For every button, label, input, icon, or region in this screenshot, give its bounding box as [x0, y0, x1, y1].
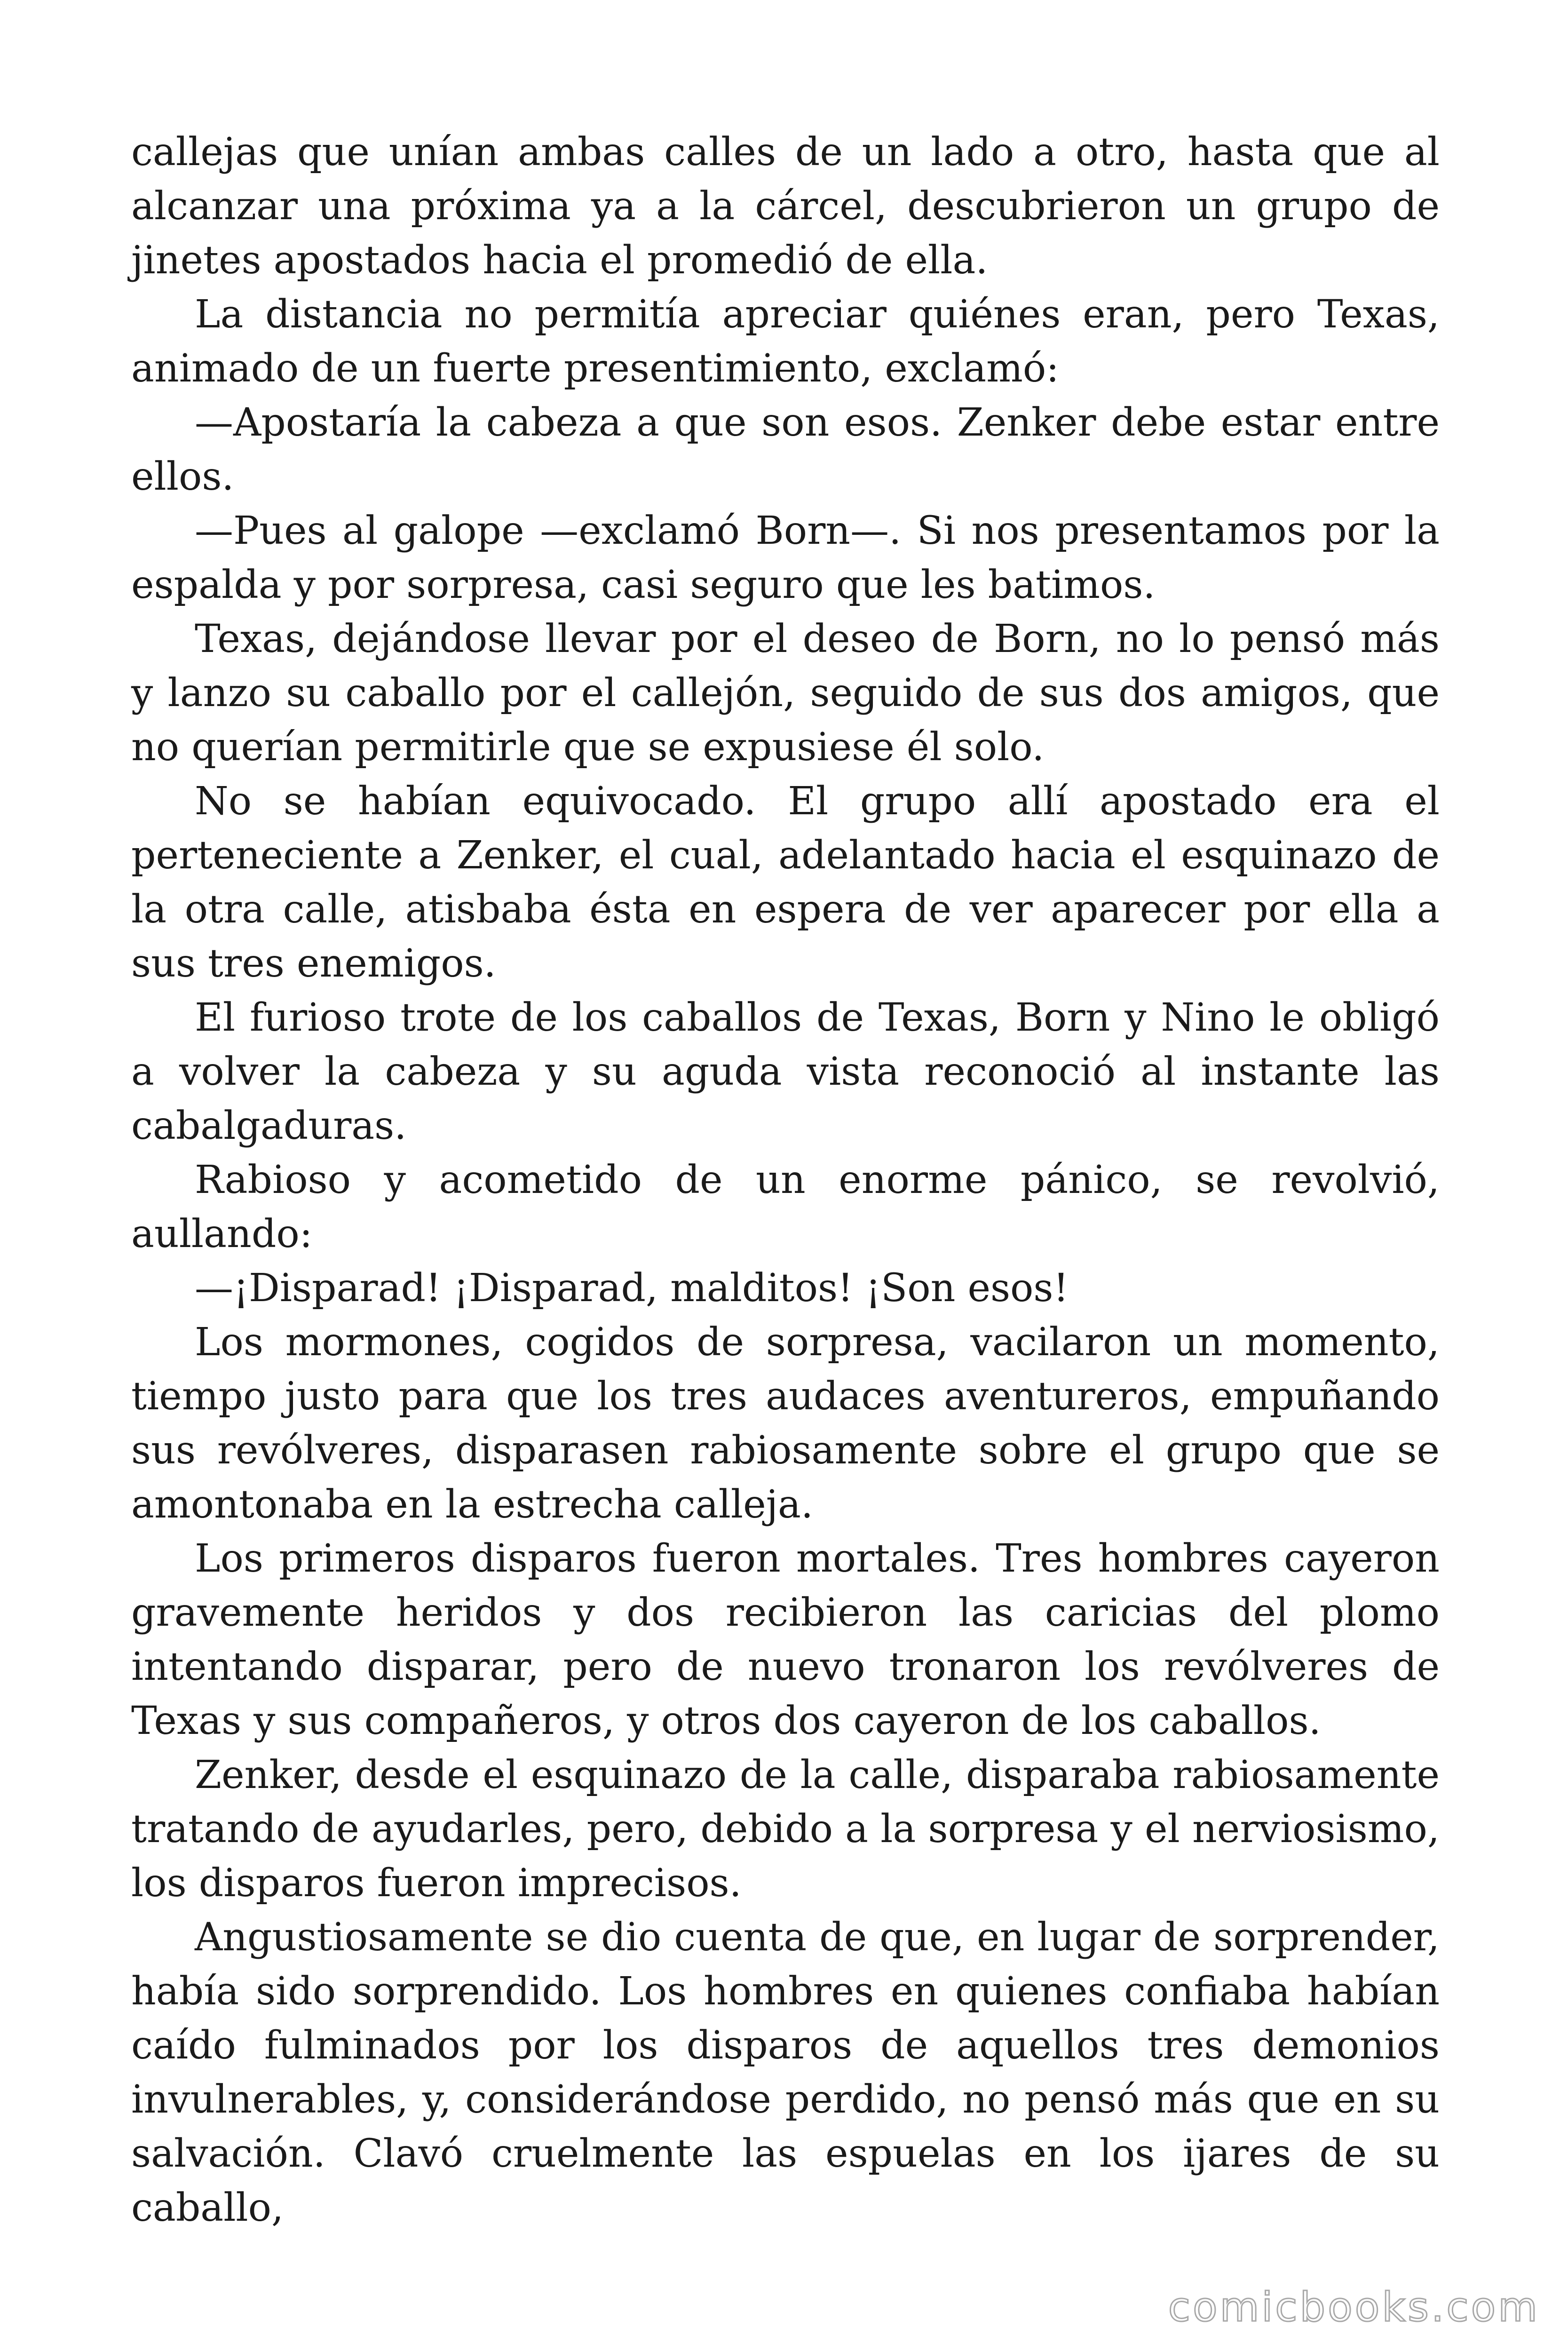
- paragraph: Texas, dejándose llevar por el deseo de Born, no lo pensó más y lanzo su caballo por el callejón, seguido de sus dos amigos, que no querían permitirle que se expusiese él solo.: [131, 617, 1440, 770]
- paragraph: La distancia no permitía apreciar quiénes eran, pero Texas, animado de un fuerte presentimiento, exclamó:: [131, 292, 1440, 391]
- paragraph: Los primeros disparos fueron mortales. Tres hombres cayeron gravemente heridos y dos recibieron las caricias del plomo intentando disparar, pero de nuevo tronaron los revólveres de Texas y sus compañeros, y otros dos cayeron de los caballos.: [131, 1536, 1440, 1743]
- paragraph: El furioso trote de los caballos de Texas, Born y Nino le obligó a volver la cabeza y su aguda vista reconoció al instante las cabalgaduras.: [131, 995, 1440, 1148]
- page-body-text: [131, 125, 1440, 2235]
- paragraph: —Pues al galope —exclamó Born—. Si nos presentamos por la espalda y por sorpresa, casi seguro que les batimos.: [131, 509, 1440, 607]
- paragraph: —Apostaría la cabeza a que son esos. Zenker debe estar entre ellos.: [131, 400, 1440, 499]
- paragraph: Los mormones, cogidos de sorpresa, vacilaron un momento, tiempo justo para que los tres audaces aventureros, empuñando sus revólveres, disparasen rabiosamente sobre el grupo que se amontonaba en la estrecha calleja.: [131, 1320, 1440, 1527]
- paragraph: No se habían equivocado. El grupo allí apostado era el perteneciente a Zenker, el cual, adelantado hacia el esquinazo de la otra calle, atisbaba ésta en espera de ver aparecer por ella a sus tres enemigos.: [131, 779, 1440, 986]
- paragraph: Angustiosamente se dio cuenta de que, en lugar de sorprender, había sido sorprendido. Los hombres en quienes confiaba habían caído fulminados por los disparos de aquellos tres demonios invulnerables, y, considerándose perdido, no pensó más que en su salvación. Clavó cruelmente las espuelas en los ijares de su caballo,: [131, 1915, 1440, 2230]
- watermark-logo: comicbooks.com: [1168, 2284, 1540, 2331]
- paragraph: Rabioso y acometido de un enorme pánico, se revolvió, aullando:: [131, 1158, 1440, 1256]
- paragraph: callejas que unían ambas calles de un lado a otro, hasta que al alcanzar una próxima ya a la cárcel, descubrieron un grupo de jinetes apostados hacia el promedió de ella.: [131, 130, 1440, 283]
- paragraph: —¡Disparad! ¡Disparad, malditos! ¡Son esos!: [195, 1266, 1069, 1311]
- paragraph: Zenker, desde el esquinazo de la calle, disparaba rabiosamente tratando de ayudarles, pero, debido a la sorpresa y el nerviosismo, los disparos fueron imprecisos.: [131, 1753, 1440, 1906]
